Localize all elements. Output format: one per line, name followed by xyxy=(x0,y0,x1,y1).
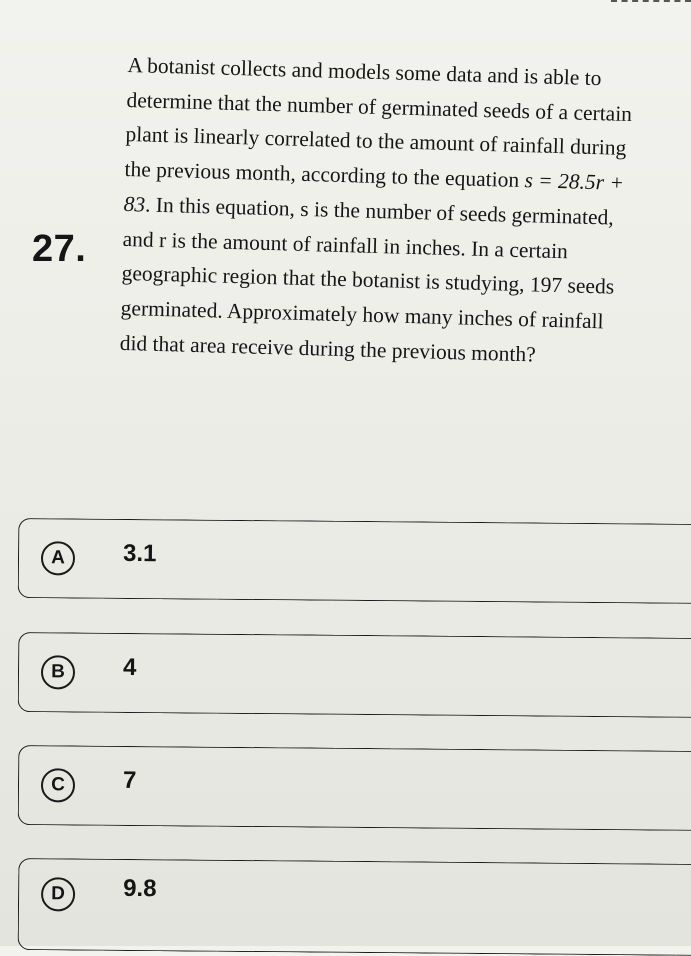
answer-choice-a[interactable] xyxy=(18,518,691,604)
question-number: 27. xyxy=(32,228,87,270)
choice-value-b: 4 xyxy=(122,653,137,682)
answer-choice-c[interactable] xyxy=(18,745,691,831)
answer-choice-d[interactable] xyxy=(18,858,691,956)
choice-value-d: 9.8 xyxy=(123,874,157,903)
choice-letter-d: D xyxy=(41,877,75,911)
choice-value-a: 3.1 xyxy=(122,539,157,568)
question-text-part-2: . In this equation, s is the number of seeds germinated, and r is the amount of rainfall in inches. In a certain geographic region that the botanist is studying, 197 seeds germinated. Approximately how many inches of rainfall did that area receive during the previous month? xyxy=(119,192,615,367)
question-text xyxy=(119,48,634,374)
choice-letter-b: B xyxy=(41,655,75,689)
equation: s = 28.5r + 83 xyxy=(123,168,625,217)
top-edge-dash xyxy=(611,0,691,2)
choice-value-c: 7 xyxy=(122,766,137,795)
choice-letter-c: C xyxy=(41,768,75,802)
answer-choice-b[interactable] xyxy=(18,632,691,718)
question-text-part-1: A botanist collects and models some data and is able to determine that the number of germinated seeds of a certain plant is linearly correlated to the amount of rainfall during the previous month, according to the equation xyxy=(124,52,633,193)
choice-letter-a: A xyxy=(41,541,75,575)
